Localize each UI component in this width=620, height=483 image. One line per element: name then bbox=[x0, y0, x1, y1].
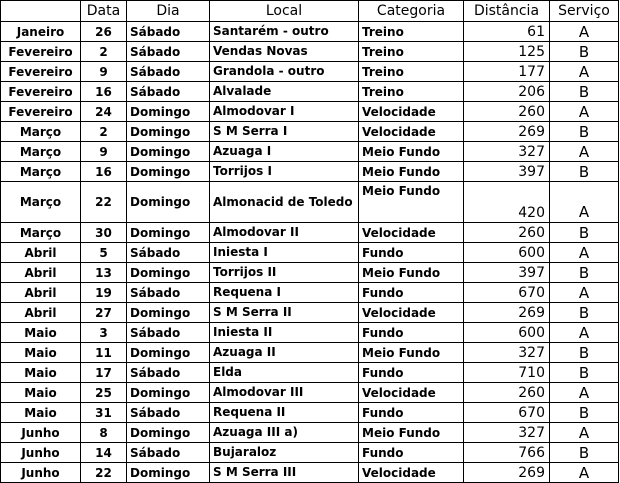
cell-month[interactable]: Junho bbox=[1, 443, 81, 463]
header-row bbox=[1, 1, 619, 22]
table-row bbox=[1, 383, 619, 403]
cell-servico[interactable]: B bbox=[550, 343, 619, 363]
cell-month[interactable]: Junho bbox=[1, 423, 81, 443]
cell-servico[interactable]: A bbox=[550, 383, 619, 403]
cell-categoria[interactable]: Meio Fundo bbox=[359, 343, 464, 363]
cell-local[interactable]: Bujaraloz bbox=[210, 443, 359, 463]
cell-dia[interactable]: Sábado bbox=[127, 82, 210, 102]
cell-categoria[interactable]: Meio Fundo bbox=[359, 142, 464, 162]
cell-servico[interactable]: A bbox=[550, 22, 619, 42]
cell-data[interactable]: 17 bbox=[81, 363, 127, 383]
cell-categoria[interactable]: Velocidade bbox=[359, 102, 464, 122]
cell-distancia[interactable]: 710 bbox=[464, 363, 550, 383]
cell-dia[interactable]: Domingo bbox=[127, 182, 210, 223]
cell-month[interactable]: Março bbox=[1, 162, 81, 182]
header-servico[interactable]: Serviço bbox=[550, 1, 619, 22]
header-local[interactable]: Local bbox=[210, 1, 359, 22]
cell-data[interactable]: 31 bbox=[81, 403, 127, 423]
table-row bbox=[1, 263, 619, 283]
table-row bbox=[1, 423, 619, 443]
table-row bbox=[1, 403, 619, 423]
cell-categoria[interactable]: Treino bbox=[359, 82, 464, 102]
cell-categoria[interactable]: Fundo bbox=[359, 363, 464, 383]
cell-servico[interactable]: B bbox=[550, 443, 619, 463]
table-row bbox=[1, 363, 619, 383]
cell-dia[interactable]: Domingo bbox=[127, 303, 210, 323]
cell-dia[interactable]: Domingo bbox=[127, 423, 210, 443]
cell-data[interactable]: 3 bbox=[81, 323, 127, 343]
cell-dia[interactable]: Sábado bbox=[127, 283, 210, 303]
cell-data[interactable]: 2 bbox=[81, 42, 127, 62]
cell-month[interactable]: Fevereiro bbox=[1, 102, 81, 122]
cell-distancia[interactable]: 61 bbox=[464, 22, 550, 42]
cell-data[interactable]: 13 bbox=[81, 263, 127, 283]
cell-distancia[interactable]: 260 bbox=[464, 383, 550, 403]
cell-servico[interactable]: B bbox=[550, 303, 619, 323]
cell-local[interactable]: Iniesta II bbox=[210, 323, 359, 343]
cell-month[interactable]: Março bbox=[1, 122, 81, 142]
cell-distancia[interactable]: 177 bbox=[464, 62, 550, 82]
cell-categoria[interactable]: Fundo bbox=[359, 323, 464, 343]
table-row bbox=[1, 182, 619, 223]
cell-month[interactable]: Março bbox=[1, 182, 81, 223]
cell-month[interactable]: Março bbox=[1, 142, 81, 162]
cell-distancia[interactable]: 670 bbox=[464, 283, 550, 303]
cell-dia[interactable]: Sábado bbox=[127, 22, 210, 42]
cell-local[interactable]: Almodovar I bbox=[210, 102, 359, 122]
cell-dia[interactable]: Domingo bbox=[127, 162, 210, 182]
cell-local[interactable]: Vendas Novas bbox=[210, 42, 359, 62]
cell-distancia[interactable]: 206 bbox=[464, 82, 550, 102]
cell-categoria[interactable]: Velocidade bbox=[359, 383, 464, 403]
cell-distancia[interactable]: 260 bbox=[464, 102, 550, 122]
cell-categoria[interactable]: Velocidade bbox=[359, 303, 464, 323]
table-row bbox=[1, 283, 619, 303]
cell-month[interactable]: Fevereiro bbox=[1, 82, 81, 102]
cell-servico[interactable]: B bbox=[550, 122, 619, 142]
cell-servico[interactable]: A bbox=[550, 102, 619, 122]
cell-categoria[interactable]: Velocidade bbox=[359, 463, 464, 483]
cell-dia[interactable]: Sábado bbox=[127, 323, 210, 343]
cell-local[interactable]: Grandola - outro bbox=[210, 62, 359, 82]
cell-distancia[interactable]: 327 bbox=[464, 423, 550, 443]
cell-data[interactable]: 22 bbox=[81, 182, 127, 223]
cell-dia[interactable]: Domingo bbox=[127, 223, 210, 243]
table-row bbox=[1, 82, 619, 102]
cell-distancia[interactable]: 600 bbox=[464, 243, 550, 263]
cell-local[interactable]: Torrijos II bbox=[210, 263, 359, 283]
header-distancia[interactable]: Distância bbox=[464, 1, 550, 22]
cell-month[interactable]: Maio bbox=[1, 383, 81, 403]
cell-distancia[interactable]: 420 bbox=[464, 182, 550, 223]
cell-data[interactable]: 19 bbox=[81, 283, 127, 303]
cell-month[interactable]: Março bbox=[1, 223, 81, 243]
cell-month[interactable]: Fevereiro bbox=[1, 62, 81, 82]
cell-servico[interactable]: A bbox=[550, 323, 619, 343]
cell-distancia[interactable]: 125 bbox=[464, 42, 550, 62]
cell-servico[interactable]: B bbox=[550, 42, 619, 62]
cell-data[interactable]: 9 bbox=[81, 62, 127, 82]
cell-local[interactable]: S M Serra II bbox=[210, 303, 359, 323]
cell-data[interactable]: 11 bbox=[81, 343, 127, 363]
header-data[interactable]: Data bbox=[81, 1, 127, 22]
cell-dia[interactable]: Domingo bbox=[127, 343, 210, 363]
header-dia[interactable]: Dia bbox=[127, 1, 210, 22]
table-row bbox=[1, 122, 619, 142]
cell-distancia[interactable]: 269 bbox=[464, 303, 550, 323]
header-categoria[interactable]: Categoria bbox=[359, 1, 464, 22]
cell-servico[interactable]: A bbox=[550, 182, 619, 223]
table-row bbox=[1, 42, 619, 62]
cell-servico[interactable]: A bbox=[550, 243, 619, 263]
cell-categoria[interactable]: Treino bbox=[359, 62, 464, 82]
cell-servico[interactable]: A bbox=[550, 283, 619, 303]
cell-distancia[interactable]: 397 bbox=[464, 162, 550, 182]
cell-categoria[interactable]: Meio Fundo bbox=[359, 263, 464, 283]
cell-data[interactable]: 27 bbox=[81, 303, 127, 323]
cell-dia[interactable]: Sábado bbox=[127, 363, 210, 383]
cell-local[interactable]: S M Serra III bbox=[210, 463, 359, 483]
cell-dia[interactable]: Domingo bbox=[127, 383, 210, 403]
cell-month[interactable]: Abril bbox=[1, 303, 81, 323]
cell-local[interactable]: Requena II bbox=[210, 403, 359, 423]
cell-local[interactable]: Santarém - outro bbox=[210, 22, 359, 42]
cell-dia[interactable]: Domingo bbox=[127, 463, 210, 483]
cell-servico[interactable]: B bbox=[550, 223, 619, 243]
cell-categoria[interactable]: Meio Fundo bbox=[359, 182, 464, 223]
table-row bbox=[1, 22, 619, 42]
cell-servico[interactable]: B bbox=[550, 162, 619, 182]
cell-month[interactable]: Abril bbox=[1, 263, 81, 283]
cell-distancia[interactable]: 766 bbox=[464, 443, 550, 463]
cell-distancia[interactable]: 397 bbox=[464, 263, 550, 283]
cell-local[interactable]: Almodovar II bbox=[210, 223, 359, 243]
table-row bbox=[1, 102, 619, 122]
cell-dia[interactable]: Domingo bbox=[127, 142, 210, 162]
table-row bbox=[1, 223, 619, 243]
table-row bbox=[1, 443, 619, 463]
cell-data[interactable]: 25 bbox=[81, 383, 127, 403]
cell-servico[interactable]: A bbox=[550, 142, 619, 162]
cell-month[interactable]: Junho bbox=[1, 463, 81, 483]
cell-servico[interactable]: B bbox=[550, 82, 619, 102]
cell-servico[interactable]: B bbox=[550, 403, 619, 423]
cell-data[interactable]: 30 bbox=[81, 223, 127, 243]
cell-dia[interactable]: Domingo bbox=[127, 102, 210, 122]
cell-month[interactable]: Abril bbox=[1, 283, 81, 303]
cell-month[interactable]: Maio bbox=[1, 343, 81, 363]
cell-data[interactable]: 24 bbox=[81, 102, 127, 122]
cell-servico[interactable]: A bbox=[550, 423, 619, 443]
cell-distancia[interactable]: 327 bbox=[464, 343, 550, 363]
cell-dia[interactable]: Sábado bbox=[127, 42, 210, 62]
cell-data[interactable]: 9 bbox=[81, 142, 127, 162]
table-row bbox=[1, 142, 619, 162]
cell-categoria[interactable]: Meio Fundo bbox=[359, 162, 464, 182]
cell-data[interactable]: 8 bbox=[81, 423, 127, 443]
cell-month[interactable]: Abril bbox=[1, 243, 81, 263]
cell-categoria[interactable]: Treino bbox=[359, 42, 464, 62]
cell-data[interactable]: 5 bbox=[81, 243, 127, 263]
cell-categoria[interactable]: Fundo bbox=[359, 403, 464, 423]
table-row bbox=[1, 303, 619, 323]
cell-data[interactable]: 22 bbox=[81, 463, 127, 483]
cell-dia[interactable]: Domingo bbox=[127, 263, 210, 283]
cell-distancia[interactable]: 260 bbox=[464, 223, 550, 243]
cell-distancia[interactable]: 327 bbox=[464, 142, 550, 162]
cell-servico[interactable]: B bbox=[550, 363, 619, 383]
cell-data[interactable]: 26 bbox=[81, 22, 127, 42]
cell-month[interactable]: Maio bbox=[1, 323, 81, 343]
cell-local[interactable]: Azuaga I bbox=[210, 142, 359, 162]
cell-distancia[interactable]: 600 bbox=[464, 323, 550, 343]
cell-local[interactable]: Requena I bbox=[210, 283, 359, 303]
cell-data[interactable]: 2 bbox=[81, 122, 127, 142]
cell-categoria[interactable]: Fundo bbox=[359, 443, 464, 463]
cell-categoria[interactable]: Meio Fundo bbox=[359, 423, 464, 443]
cell-month[interactable]: Maio bbox=[1, 363, 81, 383]
cell-local[interactable]: Almonacid de Toledo bbox=[210, 182, 359, 223]
cell-month[interactable]: Fevereiro bbox=[1, 42, 81, 62]
cell-servico[interactable]: A bbox=[550, 463, 619, 483]
table-row bbox=[1, 162, 619, 182]
table-row bbox=[1, 243, 619, 263]
cell-data[interactable]: 14 bbox=[81, 443, 127, 463]
cell-local[interactable]: Azuaga III a) bbox=[210, 423, 359, 443]
cell-dia[interactable]: Sábado bbox=[127, 243, 210, 263]
cell-categoria[interactable]: Fundo bbox=[359, 283, 464, 303]
table-row bbox=[1, 323, 619, 343]
cell-dia[interactable]: Sábado bbox=[127, 443, 210, 463]
cell-local[interactable]: S M Serra I bbox=[210, 122, 359, 142]
table-row bbox=[1, 343, 619, 363]
cell-local[interactable]: Alvalade bbox=[210, 82, 359, 102]
cell-servico[interactable]: B bbox=[550, 263, 619, 283]
cell-dia[interactable]: Sábado bbox=[127, 62, 210, 82]
table-body bbox=[1, 22, 619, 483]
cell-local[interactable]: Iniesta I bbox=[210, 243, 359, 263]
table-row bbox=[1, 62, 619, 82]
cell-categoria[interactable]: Treino bbox=[359, 22, 464, 42]
cell-distancia[interactable]: 269 bbox=[464, 122, 550, 142]
cell-local[interactable]: Almodovar III bbox=[210, 383, 359, 403]
cell-month[interactable]: Maio bbox=[1, 403, 81, 423]
cell-categoria[interactable]: Velocidade bbox=[359, 223, 464, 243]
cell-dia[interactable]: Sábado bbox=[127, 403, 210, 423]
cell-servico[interactable]: A bbox=[550, 62, 619, 82]
cell-local[interactable]: Torrijos I bbox=[210, 162, 359, 182]
cell-categoria[interactable]: Velocidade bbox=[359, 122, 464, 142]
cell-categoria[interactable]: Fundo bbox=[359, 243, 464, 263]
header-month[interactable] bbox=[1, 1, 81, 22]
cell-dia[interactable]: Domingo bbox=[127, 122, 210, 142]
cell-month[interactable]: Janeiro bbox=[1, 22, 81, 42]
cell-distancia[interactable]: 670 bbox=[464, 403, 550, 423]
cell-data[interactable]: 16 bbox=[81, 82, 127, 102]
cell-data[interactable]: 16 bbox=[81, 162, 127, 182]
cell-local[interactable]: Elda bbox=[210, 363, 359, 383]
cell-local[interactable]: Azuaga II bbox=[210, 343, 359, 363]
cell-distancia[interactable]: 269 bbox=[464, 463, 550, 483]
